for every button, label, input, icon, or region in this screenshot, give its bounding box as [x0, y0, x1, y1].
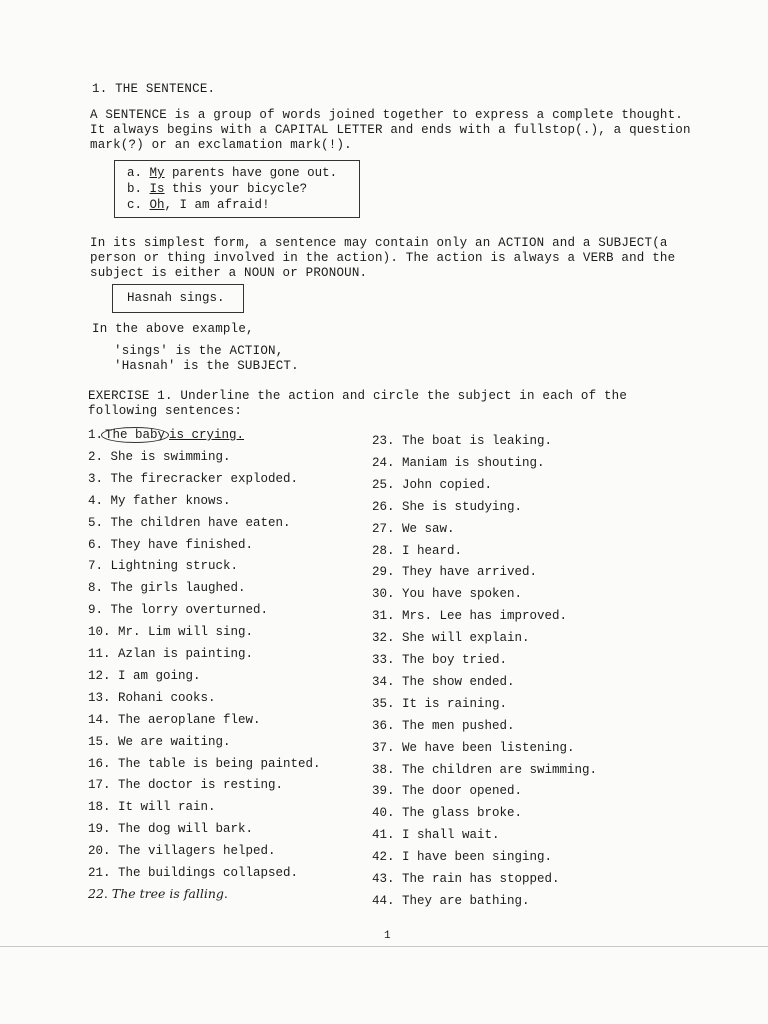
list-item: 2. She is swimming. [88, 449, 231, 464]
list-item: 26. She is studying. [372, 499, 523, 514]
list-item: 14. The aeroplane flew. [88, 712, 261, 727]
handwritten-list-item: 22. The tree is falling. [88, 885, 228, 901]
example-line: c. Oh, I am afraid! [127, 198, 270, 212]
list-item: 24. Maniam is shouting. [372, 455, 545, 470]
action-underline: is crying. [169, 428, 245, 442]
section-heading: 1. THE SENTENCE. [92, 82, 216, 96]
exercise-line: following sentences: [88, 404, 243, 418]
list-item: 32. She will explain. [372, 631, 530, 646]
list-item: 13. Rohani cooks. [88, 690, 216, 705]
list-item: 42. I have been singing. [372, 850, 553, 865]
list-item: 44. They are bathing. [372, 893, 530, 908]
list-item: 1. The baby is crying. [88, 428, 245, 442]
list-item: 40. The glass broke. [372, 806, 523, 821]
list-item: 31. Mrs. Lee has improved. [372, 609, 568, 624]
list-item: 17. The doctor is resting. [88, 778, 284, 793]
list-item: 7. Lightning struck. [88, 559, 239, 574]
explanation-line: 'sings' is the ACTION, [114, 344, 284, 358]
list-item: 11. Azlan is painting. [88, 647, 254, 661]
list-item: 33. The boy tried. [372, 653, 508, 667]
above-example-text: In the above example, [92, 322, 254, 336]
example-sentence: Hasnah sings. [127, 291, 225, 305]
intro-line: A SENTENCE is a group of words joined together to express a complete thought. [90, 108, 683, 122]
list-item: 34. The show ended. [372, 674, 515, 689]
example-line: a. My parents have gone out. [127, 166, 338, 180]
list-item: 16. The table is being painted. [88, 756, 321, 771]
examples-box [114, 160, 360, 218]
exercise-instructions [88, 389, 627, 419]
list-item: 43. The rain has stopped. [372, 872, 560, 886]
list-item: 25. John copied. [372, 477, 493, 492]
list-item: 38. The children are swimming. [372, 762, 598, 777]
list-item: 20. The villagers helped. [88, 844, 276, 859]
definition-line: subject is either a NOUN or PRONOUN. [90, 266, 368, 280]
list-item: 29. They have arrived. [372, 565, 538, 580]
list-item: 30. You have spoken. [372, 587, 523, 602]
intro-paragraph [90, 108, 691, 153]
list-item: 41. I shall wait. [372, 828, 500, 843]
list-item: 3. The firecracker exploded. [88, 471, 299, 486]
list-item: 19. The dog will bark. [88, 822, 254, 837]
exercise-line: EXERCISE 1. Underline the action and circle the subject in each of the [88, 389, 628, 403]
example-line: b. Is this your bicycle? [127, 182, 308, 196]
explanation [114, 344, 299, 374]
explanation-line: 'Hasnah' is the SUBJECT. [114, 359, 299, 373]
list-item: 8. The girls laughed. [88, 581, 246, 596]
subject-circle: The baby [101, 427, 169, 443]
definition-line: In its simplest form, a sentence may contain only an ACTION and a SUBJECT(a [90, 236, 668, 250]
list-item: 6. They have finished. [88, 537, 254, 552]
list-item: 5. The children have eaten. [88, 515, 291, 530]
intro-line: It always begins with a CAPITAL LETTER and ends with a fullstop(.), a question [90, 123, 691, 137]
list-item: 28. I heard. [372, 543, 463, 558]
intro-line: mark(?) or an exclamation mark(!). [90, 138, 352, 152]
list-item: 21. The buildings collapsed. [88, 866, 299, 880]
list-item: 39. The door opened. [372, 784, 523, 799]
list-item: 15. We are waiting. [88, 734, 231, 749]
list-item: 18. It will rain. [88, 800, 216, 815]
list-item: 35. It is raining. [372, 696, 508, 711]
list-item: 4. My father knows. [88, 493, 231, 508]
list-item: 36. The men pushed. [372, 718, 515, 733]
list-item: 27. We saw. [372, 521, 455, 536]
definition-paragraph [90, 236, 675, 281]
definition-line: person or thing involved in the action). The action is always a VERB and the [90, 251, 676, 265]
list-item: 10. Mr. Lim will sing. [88, 625, 254, 640]
list-item: 9. The lorry overturned. [88, 603, 269, 618]
page-number: 1 [384, 930, 391, 942]
list-item: 37. We have been listening. [372, 740, 575, 755]
page-edge-line [0, 946, 768, 947]
list-item: 23. The boat is leaking. [372, 434, 553, 448]
list-item: 12. I am going. [88, 668, 201, 683]
example-sentence-box [112, 284, 244, 313]
